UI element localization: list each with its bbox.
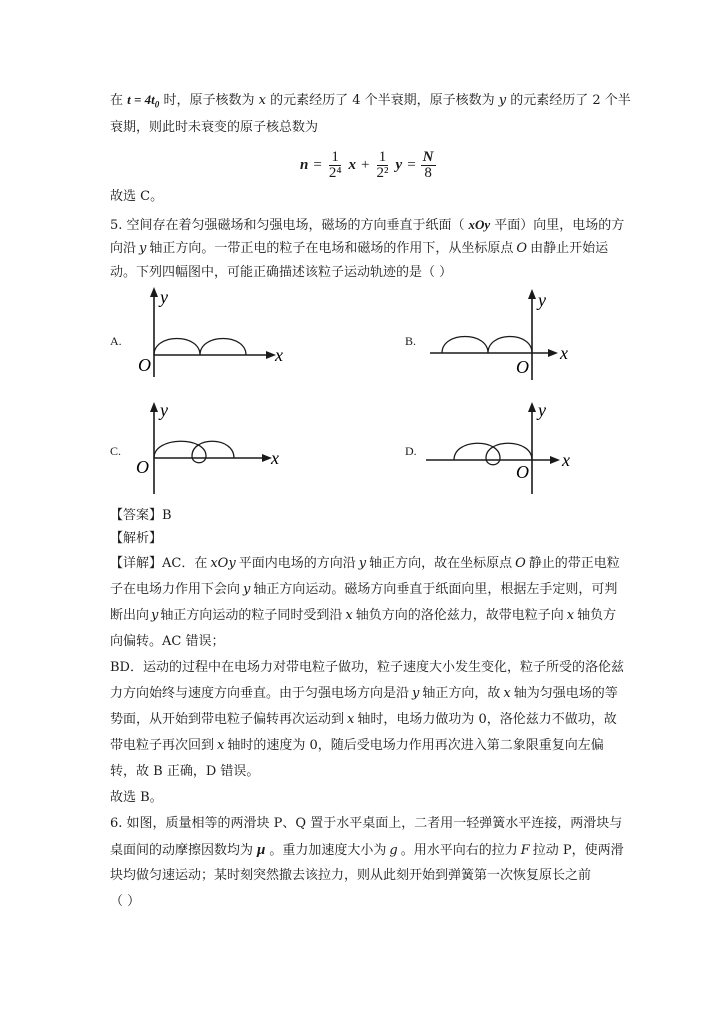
option-a-label: A. — [110, 334, 122, 348]
t-equation: $t = 4t_0$ — [127, 92, 160, 110]
detail-line-2: 子在电场力作用下会向 y 轴正方向运动。磁场方向垂直于纸面向里，根据左手定则，可判 — [110, 582, 618, 597]
prev-line-1 — [110, 91, 631, 114]
trajectory-curve — [154, 339, 246, 356]
trajectory-curve — [154, 441, 234, 463]
fraction-2: $\frac{1}{\text{2²}}$ — [376, 148, 389, 181]
x-arrow-icon — [550, 456, 560, 464]
q6-line-3: 块均做匀速运动；某时刻突然撤去该拉力，则从此刻开始到弹簧第一次恢复原长之前 — [110, 868, 592, 883]
x-label: x — [275, 345, 283, 365]
fraction-1: $\frac{1}{\text{2⁴}}$ — [328, 148, 342, 181]
formula-eq: = — [313, 156, 322, 173]
detail-line-5: BD．运动的过程中在电场力对带电粒子做功，粒子速度大小发生变化，粒子所受的洛伦兹 — [110, 660, 624, 675]
y-arrow-icon — [150, 287, 158, 297]
detail-line-8: 带电粒子再次回到 x 轴时的速度为 0，随后受电场力作用再次进入第二象限重复向左偏 — [110, 738, 604, 753]
y-label: y — [538, 290, 546, 310]
analysis-tag: 【解析】 — [110, 531, 163, 546]
y-arrow-icon — [528, 402, 536, 412]
y-label: y — [538, 400, 546, 420]
detail-line-3: 断出向 y 轴正方向运动的粒子同时受到沿 x 轴负方向的洛伦兹力，故带电粒子向 x 轴负方 — [110, 608, 617, 623]
q5-line-1: 5. 空间存在着匀强磁场和匀强电场，磁场的方向垂直于纸面（ xOy 平面）向里，电场的方 — [110, 217, 625, 233]
detail-line-6: 力方向始终与速度方向垂直。由于匀强电场方向是沿 y 轴正方向，故 x 轴为匀强电场的等 — [110, 686, 618, 701]
formula-y: y — [395, 156, 403, 173]
option-d-label: D. — [405, 444, 417, 458]
text-seg: 在 — [110, 93, 124, 108]
option-c-label: C. — [110, 444, 122, 458]
y-label: y — [160, 287, 168, 307]
origin-label: O — [516, 462, 529, 482]
var-x: x — [258, 93, 266, 108]
q5-line-3: 动。下列四幅图中，可能正确描述该粒子运动轨迹的是（ ） — [110, 265, 453, 280]
x-label: x — [271, 448, 279, 468]
y-arrow-icon — [528, 289, 536, 299]
text-seg: 的元素经历了 2 个半 — [510, 93, 631, 108]
q6-line-2: 桌面间的动摩擦因数均为 μ 。重力加速度大小为 g 。用水平向右的拉力 F 拉动 P，使两滑 — [110, 842, 624, 858]
q5-line-2: 向沿 y 轴正方向。一带正电的粒子在电场和磁场的作用下，从坐标原点 O 由静止开始运 — [110, 241, 609, 256]
option-b-label: B. — [405, 334, 417, 348]
option-c-figure — [130, 398, 300, 498]
q6-line-1: 6. 如图，质量相等的两滑块 P、Q 置于水平桌面上，二者用一轻弹簧水平连接，两滑块与 — [110, 816, 623, 831]
x-arrow-icon — [548, 349, 558, 357]
x-label: x — [562, 450, 570, 470]
origin-label: O — [138, 355, 151, 375]
option-a-figure — [130, 285, 300, 385]
detail-line-7: 势面，从开始到带电粒子偏转再次运动到 x 轴时，电场力做功为 0，洛伦兹力不做功，故 — [110, 712, 617, 727]
text-seg: 的元素经历了 4 个半衰期，原子核数为 — [270, 93, 495, 108]
x-label: x — [560, 343, 568, 363]
text-seg: 时，原子核数为 — [163, 93, 255, 108]
option-b-figure — [420, 285, 580, 385]
formula-eq2: = — [407, 156, 416, 173]
detail-line-9: 转，故 B 正确，D 错误。 — [110, 764, 260, 779]
option-d-figure — [420, 398, 580, 498]
formula-plus: + — [361, 156, 370, 173]
decay-formula — [300, 146, 436, 184]
trajectory-curve — [442, 337, 532, 354]
prev-line-2: 衰期，则此时未衰变的原子核总数为 — [110, 120, 319, 135]
formula-n: n — [300, 156, 309, 173]
y-arrow-icon — [150, 402, 158, 412]
final-answer: 故选 B。 — [110, 790, 163, 805]
q6-line-4: （ ） — [110, 894, 141, 909]
formula-x: x — [348, 156, 357, 173]
origin-label: O — [516, 357, 529, 377]
y-label: y — [160, 400, 168, 420]
prev-answer: 故选 C。 — [110, 189, 164, 204]
origin-label: O — [136, 457, 149, 477]
detail-line-1: 【详解】AC．在 xOy 平面内电场的方向沿 y 轴正方向，故在坐标原点 O 静止的带正电粒 — [110, 556, 620, 571]
fraction-3: $\frac{N}{8}$ — [422, 148, 434, 181]
answer-tag: 【答案】B — [110, 508, 172, 523]
detail-line-4: 向偏转。AC 错误； — [110, 634, 225, 649]
var-y: y — [498, 93, 507, 108]
